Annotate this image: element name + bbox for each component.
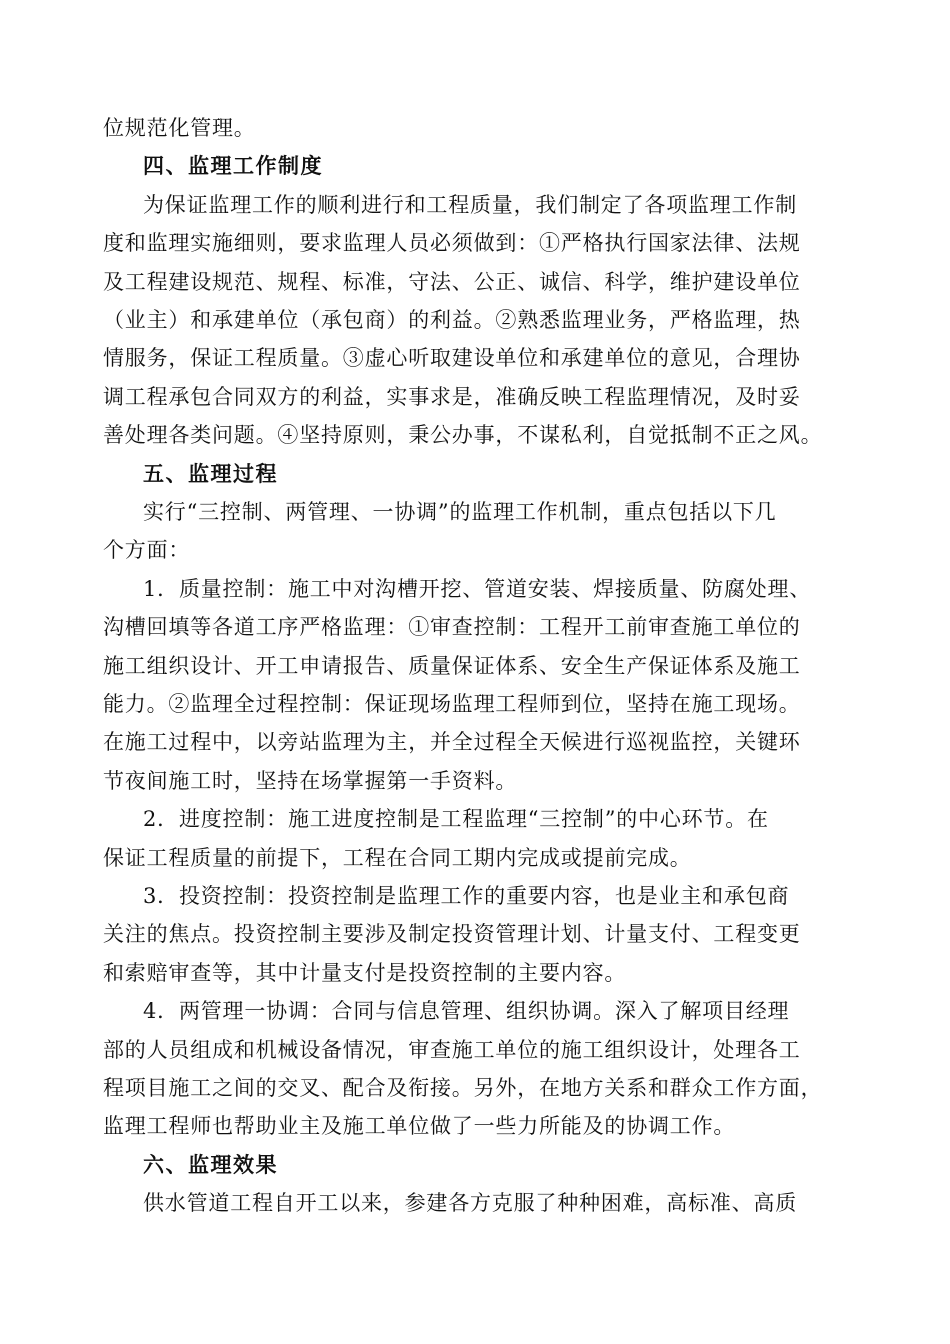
paragraph-line: 沟槽回填等各道工序严格监理：①审查控制：工程开工前审查施工单位的 [103,615,801,639]
paragraph-line: 实行“三控制、两管理、一协调”的监理工作机制，重点包括以下几 [143,500,777,524]
paragraph-line: 及工程建设规范、规程、标准，守法、公正、诚信、科学，维护建设单位 [103,270,801,294]
section-heading-process: 五、监理过程 [143,462,278,486]
paragraph-line: 度和监理实施细则，要求监理人员必须做到：①严格执行国家法律、法规 [103,231,801,255]
paragraph-line: 1．质量控制：施工中对沟槽开挖、管道安装、焊接质量、防腐处理、 [143,577,812,601]
paragraph-line: 位规范化管理。 [103,116,256,140]
paragraph-line: 程项目施工之间的交叉、配合及衔接。另外，在地方关系和群众工作方面， [103,1076,823,1100]
paragraph-line: 为保证监理工作的顺利进行和工程质量，我们制定了各项监理工作制 [143,193,797,217]
paragraph-line: （业主）和承建单位（承包商）的利益。②熟悉监理业务，严格监理，热 [103,308,801,332]
paragraph-line: 部的人员组成和机械设备情况，审查施工单位的施工组织设计，处理各工 [103,1038,801,1062]
paragraph-line: 2．进度控制：施工进度控制是工程监理“三控制”的中心环节。在 [143,807,769,831]
paragraph-line: 能力。②监理全过程控制：保证现场监理工程师到位，坚持在施工现场。 [103,692,801,716]
paragraph-line: 和索赔审查等，其中计量支付是投资控制的主要内容。 [103,961,627,985]
paragraph-line: 施工组织设计、开工申请报告、质量保证体系、安全生产保证体系及施工 [103,654,801,678]
paragraph-line: 3．投资控制：投资控制是监理工作的重要内容，也是业主和承包商 [143,884,790,908]
paragraph-line: 供水管道工程自开工以来，参建各方克服了种种困难，高标准、高质 [143,1191,797,1215]
paragraph-line: 监理工程师也帮助业主及施工单位做了一些力所能及的协调工作。 [103,1114,736,1138]
paragraph-line: 善处理各类问题。④坚持原则，秉公办事，不谋私利，自觉抵制不正之风。 [103,423,823,447]
paragraph-line: 4．两管理一协调：合同与信息管理、组织协调。深入了解项目经理 [143,999,790,1023]
paragraph-line: 情服务，保证工程质量。③虚心听取建设单位和承建单位的意见，合理协 [103,346,801,370]
paragraph-line: 节夜间施工时，坚持在场掌握第一手资料。 [103,769,518,793]
paragraph-line: 个方面： [103,538,191,562]
paragraph-line: 关注的焦点。投资控制主要涉及制定投资管理计划、计量支付、工程变更 [103,922,801,946]
paragraph-line: 保证工程质量的前提下，工程在合同工期内完成或提前完成。 [103,846,692,870]
paragraph-line: 在施工过程中，以旁站监理为主，并全过程全天候进行巡视监控，关键环 [103,730,801,754]
paragraph-line: 调工程承包合同双方的利益，实事求是，准确反映工程监理情况，及时妥 [103,385,801,409]
section-heading-work-system: 四、监理工作制度 [143,154,323,178]
section-heading-effect: 六、监理效果 [143,1153,278,1177]
